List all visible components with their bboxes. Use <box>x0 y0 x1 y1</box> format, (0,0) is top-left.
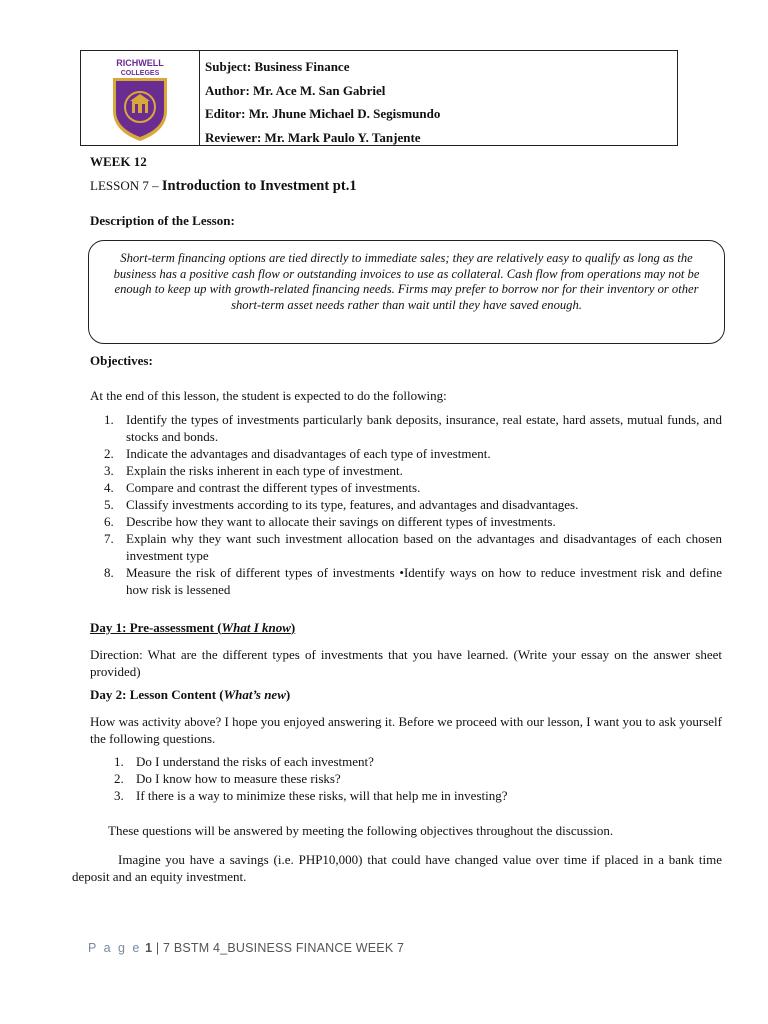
week-label: WEEK 12 <box>90 154 147 169</box>
questions-list <box>90 753 690 804</box>
objective-item: 4. Compare and contrast the different types of investments. <box>104 480 421 495</box>
lesson-title-text: Introduction to Investment pt.1 <box>161 178 357 194</box>
footer-rest: | 7 BSTM 4_BUSINESS FINANCE WEEK 7 <box>152 941 405 955</box>
logo-bottom-text: COLLEGES <box>120 70 160 77</box>
page-number: 1 <box>145 941 153 955</box>
header-table <box>80 50 678 146</box>
objective-item: 3. Explain the risks inherent in each type of investment. <box>104 463 403 478</box>
question-item: 3. If there is a way to minimize these risks, will that help me in investing? <box>114 788 508 803</box>
page-word: P a g e <box>88 941 142 955</box>
description-heading: Description of the Lesson: <box>90 213 235 228</box>
day2-heading: Day 2: Lesson Content (What’s new) <box>90 687 291 702</box>
objective-item: 5. Classify investments according to its type, features, and advantages and disadvantages. <box>104 497 579 512</box>
subject-line: Subject: Business Finance <box>205 59 350 74</box>
logo-top-text: RICHWELL <box>116 58 164 68</box>
objective-item: 8. Measure the risk of different types of investments •Identify ways on how to reduce investment risk and define how risk is lessened <box>104 565 722 597</box>
question-item: 2. Do I know how to measure these risks? <box>114 771 341 786</box>
page-footer <box>88 941 404 955</box>
description-text: Short-term financing options are tied directly to immediate sales; they are relatively easy to qualify as long as the business has a positive cash flow or outstanding invoices to use as collateral. Cash flow from operations may not be enough to keep up with growth-related financing needs. Firms may prefer to borrow nor for their inventory or other short-term asset needs rather than wait until they have saved enough. <box>113 251 700 312</box>
editor-line: Editor: Mr. Jhune Michael D. Segismundo <box>205 106 441 121</box>
author-line: Author: Mr. Ace M. San Gabriel <box>205 82 386 98</box>
objective-item: 1. Identify the types of investments particularly bank deposits, insurance, real estate, hard assets, mutual funds, and stocks and bonds. <box>104 412 722 444</box>
day1-direction: Direction: What are the different types of investments that you have learned. (Write your essay on the answer sheet provided) <box>90 647 722 679</box>
reviewer-line: Reviewer: Mr. Mark Paulo Y. Tanjente <box>205 129 421 145</box>
objective-item: 6. Describe how they want to allocate their savings on different types of investments. <box>104 514 556 529</box>
paragraph-objectives: These questions will be answered by meeting the following objectives throughout the discussion. <box>108 823 614 838</box>
richwell-logo <box>81 51 199 145</box>
question-item: 1. Do I understand the risks of each investment? <box>114 754 374 769</box>
objectives-heading: Objectives: <box>90 353 153 368</box>
objective-item: 7. Explain why they want such investment allocation based on the advantages and disadvantages of each chosen investment type <box>104 531 722 563</box>
logo-cell <box>81 51 200 145</box>
lesson-prefix: LESSON 7 – <box>90 178 162 193</box>
lesson-title <box>90 178 357 195</box>
day1-heading: Day 1: Pre-assessment (What I know) <box>90 620 296 635</box>
description-box <box>88 240 725 344</box>
header-info <box>205 55 440 149</box>
paragraph-imagine: Imagine you have a savings (i.e. PHP10,000) that could have changed value over time if placed in a bank time deposit and an equity investment. <box>72 852 722 884</box>
day2-intro: How was activity above? I hope you enjoyed answering it. Before we proceed with our lesson, I want you to ask yourself the following questions. <box>90 714 722 746</box>
objectives-intro: At the end of this lesson, the student is expected to do the following: <box>90 388 447 403</box>
objectives-list <box>80 411 722 598</box>
objective-item: 2. Indicate the advantages and disadvantages of each type of investment. <box>104 446 491 461</box>
